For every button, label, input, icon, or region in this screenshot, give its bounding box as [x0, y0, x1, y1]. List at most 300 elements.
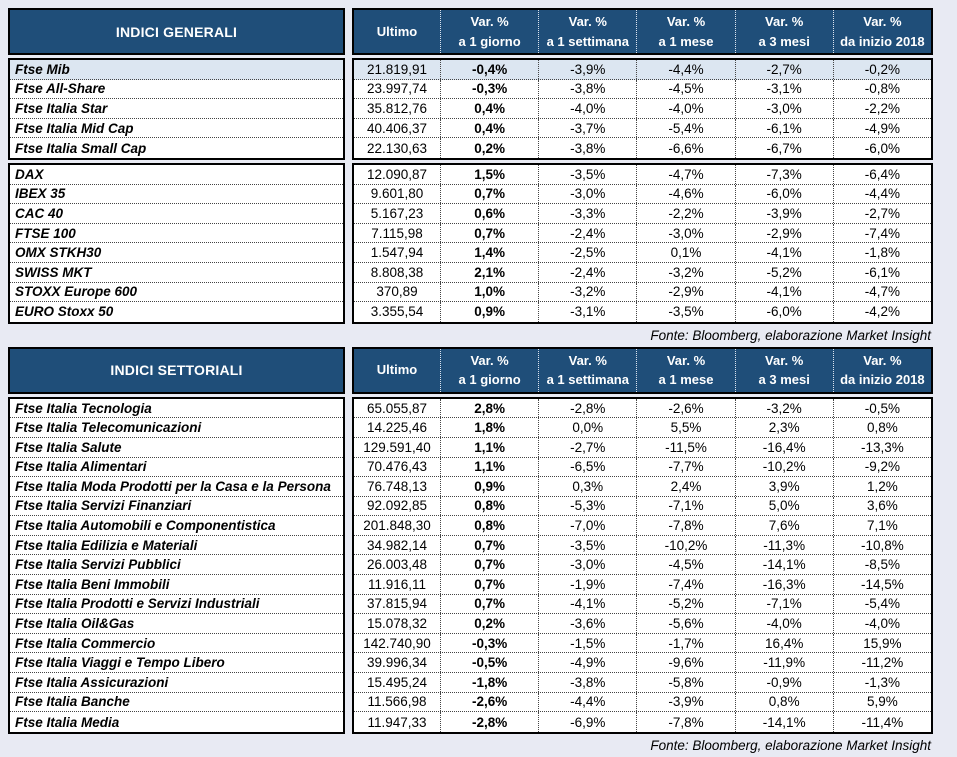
var-ytd-2018-value: -4,7%: [833, 283, 931, 302]
var-1month-value: -10,2%: [636, 536, 734, 555]
var-3month-value: 3,9%: [735, 477, 833, 496]
ultimo-value: 129.591,40: [363, 439, 431, 455]
index-name: Ftse Italia Salute: [10, 438, 343, 458]
column-header-text: Var. %: [470, 14, 509, 29]
table-row: [354, 497, 931, 517]
table-row: [354, 595, 931, 615]
var-1day-value: 0,9%: [440, 302, 538, 322]
ultimo-value: 40.406,37: [366, 120, 428, 136]
column-header-text: Var. %: [568, 14, 607, 29]
var-1month-value: -2,2%: [636, 204, 734, 223]
column-header-text: Ultimo: [376, 23, 418, 39]
var-3month-value: -7,3%: [735, 165, 833, 184]
var-1month-value: -7,8%: [636, 712, 734, 732]
index-name: Ftse Italia Commercio: [10, 634, 343, 654]
table-row: [354, 693, 931, 713]
table-row: [354, 302, 931, 322]
var-ytd-2018-value: -14,5%: [833, 575, 931, 594]
index-name: STOXX Europe 600: [10, 283, 343, 303]
var-1week-value: -5,3%: [538, 497, 636, 516]
ultimo-value: 8.808,38: [370, 264, 424, 280]
var-1day-value: 1,4%: [440, 243, 538, 262]
column-header: [538, 10, 636, 53]
table-title: [8, 8, 345, 55]
ultimo-value: 142.740,90: [363, 635, 431, 651]
var-1day-value: 1,1%: [440, 458, 538, 477]
column-header: [735, 10, 833, 53]
table-row: [354, 634, 931, 654]
var-3month-value: -7,1%: [735, 595, 833, 614]
var-1day-value: 0,7%: [440, 575, 538, 594]
var-1month-value: -3,9%: [636, 693, 734, 712]
source-note: Fonte: Bloomberg, elaborazione Market Insight: [650, 327, 931, 343]
index-values-column: [352, 163, 933, 324]
var-1day-value: 1,8%: [440, 418, 538, 437]
index-name-column: [8, 58, 345, 160]
table-row: [354, 712, 931, 732]
table-row: [354, 477, 931, 497]
index-name: Ftse Italia Assicurazioni: [10, 673, 343, 693]
var-1week-value: -4,0%: [538, 99, 636, 118]
index-name: Ftse Italia Oil&Gas: [10, 614, 343, 634]
var-1week-value: -3,0%: [538, 185, 636, 204]
ultimo-value: 35.812,76: [366, 100, 428, 116]
column-gap: [345, 8, 352, 55]
var-ytd-2018-value: 1,2%: [833, 477, 931, 496]
var-1month-value: -11,5%: [636, 438, 734, 457]
column-header-text: a 1 giorno: [458, 33, 521, 49]
var-1day-value: 0,2%: [440, 614, 538, 633]
column-header-text: da inizio 2018: [840, 33, 925, 49]
var-3month-value: -0,9%: [735, 673, 833, 692]
var-1month-value: -4,6%: [636, 185, 734, 204]
var-1week-value: -3,8%: [538, 673, 636, 692]
var-1day-value: -0,3%: [440, 634, 538, 653]
column-header: [354, 10, 440, 53]
var-ytd-2018-value: -6,1%: [833, 263, 931, 282]
index-name: Ftse Italia Media: [15, 714, 120, 730]
var-1month-value: -7,4%: [636, 575, 734, 594]
var-1week-value: -3,9%: [538, 60, 636, 79]
var-1month-value: -5,4%: [636, 119, 734, 138]
var-ytd-2018-value: 7,1%: [833, 516, 931, 535]
ultimo-value: 23.997,74: [366, 81, 428, 97]
italy-indices-group: [8, 58, 933, 160]
var-1week-value: -3,7%: [538, 119, 636, 138]
var-ytd-2018-value: -6,4%: [833, 165, 931, 184]
index-name: Ftse Italia Automobili e Componentistica: [10, 516, 343, 536]
ultimo-value: 7.115,98: [371, 225, 423, 241]
index-name: Ftse Italia Banche: [10, 693, 343, 713]
ultimo-value: 14.225,46: [366, 420, 428, 436]
index-name: IBEX 35: [10, 185, 343, 205]
var-1week-value: 0,0%: [538, 418, 636, 437]
index-name: FTSE 100: [10, 224, 343, 244]
ultimo-value: 92.092,85: [366, 498, 428, 514]
column-header-text: a 1 settimana: [546, 372, 629, 388]
var-1day-value: 0,7%: [440, 555, 538, 574]
column-header-text: Var. %: [666, 352, 706, 368]
column-header-text: da inizio 2018: [840, 372, 925, 388]
var-1week-value: -7,0%: [538, 516, 636, 535]
column-header-text: Var. %: [666, 14, 706, 29]
table-title-text: INDICI SETTORIALI: [110, 362, 243, 379]
var-1week-value: 0,3%: [538, 477, 636, 496]
var-1month-value: -3,2%: [636, 263, 734, 282]
index-name: SWISS MKT: [10, 263, 343, 283]
column-gap: [345, 397, 352, 734]
var-1month-value: -7,8%: [636, 516, 734, 535]
var-ytd-2018-value: -10,8%: [833, 536, 931, 555]
table-row: [354, 263, 931, 283]
column-header-text: Var. %: [470, 352, 509, 368]
var-1day-value: 0,6%: [440, 204, 538, 223]
var-3month-value: -5,2%: [735, 263, 833, 282]
index-name: Ftse All-Share: [10, 80, 343, 100]
var-1week-value: -4,1%: [538, 595, 636, 614]
value-columns-header: [352, 8, 933, 55]
column-header: [735, 349, 833, 392]
column-header-text: a 3 mesi: [758, 33, 810, 49]
table-row: [354, 165, 931, 185]
column-header: [538, 349, 636, 392]
var-3month-value: 7,6%: [735, 516, 833, 535]
table-row: [354, 653, 931, 673]
ultimo-value: 15.495,24: [366, 674, 428, 690]
var-ytd-2018-value: 15,9%: [833, 634, 931, 653]
column-header-row: [354, 10, 931, 53]
general-indices-table: [8, 8, 933, 347]
var-1day-value: 0,8%: [440, 497, 538, 516]
column-header-text: Var. %: [765, 352, 804, 368]
index-values-column: [352, 397, 933, 734]
index-name: EURO Stoxx 50: [15, 304, 114, 320]
index-name: CAC 40: [10, 204, 343, 224]
index-name: Ftse Italia Telecomunicazioni: [10, 418, 343, 438]
index-name-column: [8, 397, 345, 734]
var-1month-value: -2,9%: [636, 283, 734, 302]
var-ytd-2018-value: -0,8%: [833, 80, 931, 99]
sector-indices-group: [8, 397, 933, 734]
var-1day-value: 0,7%: [440, 595, 538, 614]
column-header: [440, 10, 538, 53]
var-1day-value: 0,2%: [440, 138, 538, 158]
ultimo-value: 65.055,87: [366, 400, 428, 416]
column-header: [833, 10, 931, 53]
var-1month-value: -4,0%: [636, 99, 734, 118]
var-1week-value: -3,8%: [538, 80, 636, 99]
var-ytd-2018-value: -13,3%: [833, 438, 931, 457]
var-3month-value: 16,4%: [735, 634, 833, 653]
column-header-row: [354, 349, 931, 392]
var-1month-value: 0,1%: [636, 243, 734, 262]
var-1day-value: -0,3%: [440, 80, 538, 99]
var-1week-value: -4,9%: [538, 653, 636, 672]
index-name: Ftse Italia Moda Prodotti per la Casa e la Persona: [10, 477, 343, 497]
var-1day-value: -2,8%: [440, 712, 538, 732]
column-header-text: a 1 giorno: [458, 372, 521, 388]
table-row: [354, 185, 931, 205]
var-1day-value: -0,4%: [440, 60, 538, 79]
index-name: Ftse Italia Prodotti e Servizi Industriali: [10, 595, 343, 615]
column-header-text: Var. %: [863, 352, 902, 368]
index-name: Ftse Italia Tecnologia: [10, 399, 343, 419]
column-header-text: Var. %: [568, 352, 607, 368]
var-ytd-2018-value: -8,5%: [833, 555, 931, 574]
var-1day-value: 0,7%: [440, 185, 538, 204]
var-3month-value: -3,0%: [735, 99, 833, 118]
table-row: [354, 614, 931, 634]
sector-indices-header: [8, 347, 933, 394]
var-1month-value: -3,5%: [636, 302, 734, 322]
index-name: Ftse Italia Edilizia e Materiali: [10, 536, 343, 556]
var-1day-value: -2,6%: [440, 693, 538, 712]
var-ytd-2018-value: -4,2%: [833, 302, 931, 322]
ultimo-value: 70.476,43: [366, 459, 428, 475]
var-3month-value: -2,9%: [735, 224, 833, 243]
var-1week-value: -1,5%: [538, 634, 636, 653]
ultimo-value: 11.947,33: [367, 714, 427, 730]
ultimo-value: 370,89: [376, 284, 418, 300]
var-ytd-2018-value: -11,4%: [833, 712, 931, 732]
var-3month-value: 5,0%: [735, 497, 833, 516]
var-1week-value: -2,5%: [538, 243, 636, 262]
var-ytd-2018-value: -7,4%: [833, 224, 931, 243]
table-row: [354, 575, 931, 595]
var-ytd-2018-value: -5,4%: [833, 595, 931, 614]
column-header-text: a 1 mese: [658, 33, 714, 49]
var-3month-value: -6,1%: [735, 119, 833, 138]
var-1week-value: -2,4%: [538, 224, 636, 243]
var-1month-value: -7,1%: [636, 497, 734, 516]
var-1day-value: 0,7%: [440, 536, 538, 555]
var-1month-value: -6,6%: [636, 138, 734, 158]
var-ytd-2018-value: -1,3%: [833, 673, 931, 692]
column-header: [636, 349, 734, 392]
var-1month-value: -9,6%: [636, 653, 734, 672]
table-row: [354, 99, 931, 119]
var-1week-value: -2,4%: [538, 263, 636, 282]
ultimo-value: 11.916,11: [367, 576, 427, 592]
index-name: Ftse Mib: [10, 60, 343, 80]
table-row: [354, 138, 931, 158]
var-3month-value: 0,8%: [735, 693, 833, 712]
table-row: [354, 119, 931, 139]
var-ytd-2018-value: -2,2%: [833, 99, 931, 118]
column-header-text: Var. %: [765, 14, 804, 29]
ultimo-value: 26.003,48: [366, 557, 428, 573]
var-ytd-2018-value: -4,9%: [833, 119, 931, 138]
ultimo-value: 39.996,34: [366, 655, 428, 671]
var-1day-value: 0,4%: [440, 99, 538, 118]
var-1week-value: -2,8%: [538, 399, 636, 418]
table-title: [8, 347, 345, 394]
column-header-text: Var. %: [863, 14, 902, 29]
var-1day-value: 2,1%: [440, 263, 538, 282]
var-1day-value: 0,7%: [440, 224, 538, 243]
var-1day-value: 1,5%: [440, 165, 538, 184]
column-gap: [345, 58, 352, 160]
var-1month-value: -2,6%: [636, 399, 734, 418]
var-3month-value: -4,0%: [735, 614, 833, 633]
var-1month-value: -4,4%: [636, 60, 734, 79]
ultimo-value: 37.815,94: [366, 596, 428, 612]
var-1day-value: 0,8%: [440, 516, 538, 535]
column-header: [636, 10, 734, 53]
var-1day-value: 0,9%: [440, 477, 538, 496]
index-name-column: [8, 163, 345, 324]
ultimo-value: 9.601,80: [370, 186, 424, 202]
var-1week-value: -3,5%: [538, 536, 636, 555]
var-1day-value: 1,1%: [440, 438, 538, 457]
index-name: Ftse Italia Star: [10, 99, 343, 119]
sector-indices-table: [8, 347, 933, 757]
index-name: Ftse Italia Small Cap: [15, 140, 147, 156]
var-3month-value: -2,7%: [735, 60, 833, 79]
table-row: [354, 555, 931, 575]
var-3month-value: -10,2%: [735, 458, 833, 477]
column-header: [354, 349, 440, 392]
var-ytd-2018-value: -4,4%: [833, 185, 931, 204]
index-name: Ftse Italia Servizi Finanziari: [10, 497, 343, 517]
var-1week-value: -3,1%: [538, 302, 636, 322]
var-1week-value: -3,0%: [538, 555, 636, 574]
var-3month-value: 2,3%: [735, 418, 833, 437]
table-row: [354, 418, 931, 438]
column-header-text: a 3 mesi: [758, 372, 810, 388]
table-row: [354, 516, 931, 536]
table-row: [354, 458, 931, 478]
var-1day-value: 2,8%: [440, 399, 538, 418]
var-1week-value: -1,9%: [538, 575, 636, 594]
var-ytd-2018-value: -9,2%: [833, 458, 931, 477]
var-1day-value: 0,4%: [440, 119, 538, 138]
ultimo-value: 5.167,23: [370, 205, 424, 221]
index-values-column: [352, 58, 933, 160]
table-row: [354, 80, 931, 100]
ultimo-value: 15.078,32: [366, 616, 428, 632]
var-1day-value: -0,5%: [440, 653, 538, 672]
var-1week-value: -3,6%: [538, 614, 636, 633]
var-3month-value: -4,1%: [735, 243, 833, 262]
europe-indices-group: [8, 163, 933, 324]
var-ytd-2018-value: -0,5%: [833, 399, 931, 418]
var-1month-value: -3,0%: [636, 224, 734, 243]
var-3month-value: -14,1%: [735, 555, 833, 574]
var-ytd-2018-value: -0,2%: [833, 60, 931, 79]
ultimo-value: 21.819,91: [366, 61, 428, 77]
var-3month-value: -11,3%: [735, 536, 833, 555]
var-3month-value: -3,1%: [735, 80, 833, 99]
index-name: Ftse Italia Alimentari: [10, 458, 343, 478]
var-1week-value: -2,7%: [538, 438, 636, 457]
table-row: [354, 536, 931, 556]
ultimo-value: 3.355,54: [370, 304, 424, 320]
var-1month-value: 2,4%: [636, 477, 734, 496]
var-ytd-2018-value: 0,8%: [833, 418, 931, 437]
source-note: Fonte: Bloomberg, elaborazione Market Insight: [650, 737, 931, 753]
table-row: [354, 283, 931, 303]
ultimo-value: 34.982,14: [366, 537, 428, 553]
var-ytd-2018-value: -1,8%: [833, 243, 931, 262]
var-3month-value: -3,2%: [735, 399, 833, 418]
var-1month-value: -4,7%: [636, 165, 734, 184]
var-1month-value: -5,8%: [636, 673, 734, 692]
value-columns-header: [352, 347, 933, 394]
index-name: OMX STKH30: [10, 243, 343, 263]
column-header: [440, 349, 538, 392]
var-3month-value: -16,3%: [735, 575, 833, 594]
var-1week-value: -4,4%: [538, 693, 636, 712]
index-name: Ftse Italia Beni Immobili: [10, 575, 343, 595]
table-row: [354, 399, 931, 419]
var-3month-value: -6,0%: [735, 185, 833, 204]
var-1month-value: -4,5%: [636, 555, 734, 574]
var-1day-value: -1,8%: [440, 673, 538, 692]
var-1week-value: -6,5%: [538, 458, 636, 477]
table-row: [354, 243, 931, 263]
var-ytd-2018-value: -6,0%: [833, 138, 931, 158]
table-row: [354, 224, 931, 244]
index-name: Ftse Italia Servizi Pubblici: [10, 555, 343, 575]
var-1week-value: -3,3%: [538, 204, 636, 223]
column-header-text: a 1 settimana: [546, 33, 629, 49]
ultimo-value: 12.090,87: [366, 166, 428, 182]
var-1week-value: -3,5%: [538, 165, 636, 184]
ultimo-value: 1.547,94: [370, 245, 424, 261]
var-3month-value: -14,1%: [735, 712, 833, 732]
var-ytd-2018-value: -11,2%: [833, 653, 931, 672]
var-ytd-2018-value: -4,0%: [833, 614, 931, 633]
var-ytd-2018-value: -2,7%: [833, 204, 931, 223]
var-1month-value: -1,7%: [636, 634, 734, 653]
table-title-text: INDICI GENERALI: [115, 23, 238, 40]
var-1week-value: -6,9%: [538, 712, 636, 732]
column-header: [833, 349, 931, 392]
var-3month-value: -4,1%: [735, 283, 833, 302]
table-row: [354, 438, 931, 458]
var-1month-value: -7,7%: [636, 458, 734, 477]
column-header-text: a 1 mese: [658, 372, 714, 388]
var-ytd-2018-value: 3,6%: [833, 497, 931, 516]
table-row: [354, 673, 931, 693]
var-3month-value: -11,9%: [735, 653, 833, 672]
column-header-text: Ultimo: [376, 362, 418, 378]
index-name: Ftse Italia Mid Cap: [10, 119, 343, 139]
index-name: Ftse Italia Viaggi e Tempo Libero: [10, 653, 343, 673]
var-1month-value: 5,5%: [636, 418, 734, 437]
ultimo-value: 201.848,30: [363, 518, 431, 534]
var-1day-value: 1,0%: [440, 283, 538, 302]
var-1month-value: -5,2%: [636, 595, 734, 614]
table-row: [354, 60, 931, 80]
ultimo-value: 76.748,13: [366, 478, 428, 494]
var-3month-value: -6,7%: [735, 138, 833, 158]
table-row: [354, 204, 931, 224]
var-1month-value: -4,5%: [636, 80, 734, 99]
column-gap: [345, 347, 352, 394]
column-gap: [345, 163, 352, 324]
var-3month-value: -6,0%: [735, 302, 833, 322]
general-indices-header: [8, 8, 933, 55]
var-1month-value: -5,6%: [636, 614, 734, 633]
ultimo-value: 11.566,98: [367, 694, 427, 710]
var-3month-value: -3,9%: [735, 204, 833, 223]
ultimo-value: 22.130,63: [366, 140, 428, 156]
var-3month-value: -16,4%: [735, 438, 833, 457]
var-1week-value: -3,2%: [538, 283, 636, 302]
var-ytd-2018-value: 5,9%: [833, 693, 931, 712]
